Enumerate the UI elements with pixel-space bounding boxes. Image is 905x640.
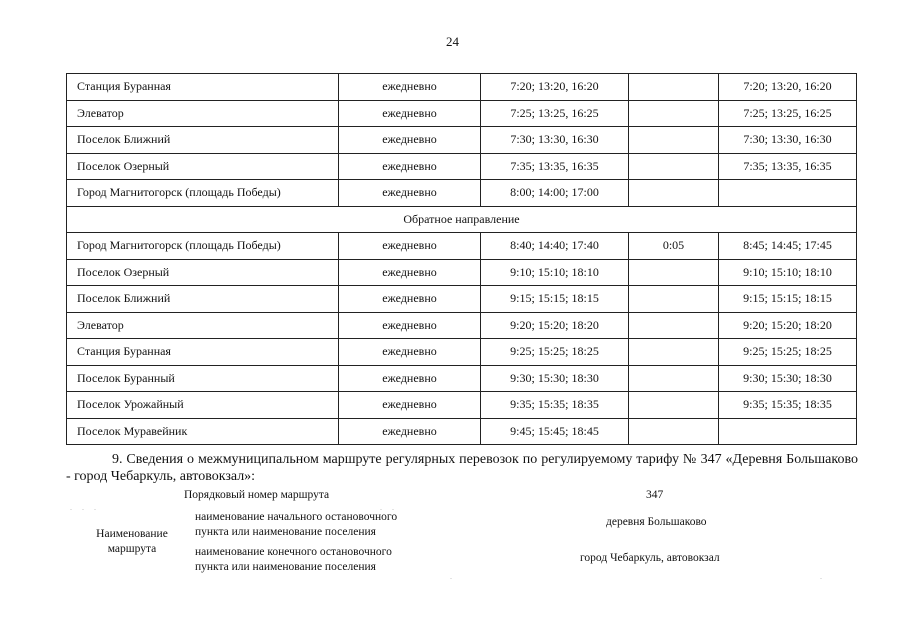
departure-times-cell: 9:10; 15:10; 18:10	[481, 259, 629, 286]
stop-name-cell: Поселок Ближний	[67, 127, 339, 154]
arrival-times-cell: 9:35; 15:35; 18:35	[719, 392, 857, 419]
start-point-value: деревня Большаково	[606, 516, 707, 528]
stop-duration-cell	[629, 259, 719, 286]
arrival-times-cell: 7:25; 13:25, 16:25	[719, 100, 857, 127]
frequency-cell: ежедневно	[339, 286, 481, 313]
arrival-times-cell: 7:20; 13:20, 16:20	[719, 74, 857, 101]
stop-name-cell: Поселок Буранный	[67, 365, 339, 392]
scan-artifact: . .	[380, 503, 396, 512]
arrival-times-cell: 8:45; 14:45; 17:45	[719, 233, 857, 260]
frequency-cell: ежедневно	[339, 74, 481, 101]
frequency-cell: ежедневно	[339, 392, 481, 419]
route-name-label: Наименование маршрута	[96, 528, 168, 555]
scan-artifact: . . .	[70, 503, 98, 512]
stop-name-cell: Поселок Озерный	[67, 153, 339, 180]
arrival-times-cell	[719, 180, 857, 207]
arrival-times-cell: 9:20; 15:20; 18:20	[719, 312, 857, 339]
stop-name-cell: Поселок Муравейник	[67, 418, 339, 445]
return-direction-label: Обратное направление	[67, 206, 857, 233]
stop-name-cell: Поселок Озерный	[67, 259, 339, 286]
frequency-cell: ежедневно	[339, 100, 481, 127]
arrival-times-cell: 9:25; 15:25; 18:25	[719, 339, 857, 366]
arrival-times-cell	[719, 418, 857, 445]
frequency-cell: ежедневно	[339, 312, 481, 339]
frequency-cell: ежедневно	[339, 259, 481, 286]
departure-times-cell: 7:30; 13:30, 16:30	[481, 127, 629, 154]
frequency-cell: ежедневно	[339, 339, 481, 366]
stop-duration-cell	[629, 100, 719, 127]
table-row	[67, 418, 857, 445]
frequency-cell: ежедневно	[339, 127, 481, 154]
departure-times-cell: 9:35; 15:35; 18:35	[481, 392, 629, 419]
start-point-label: наименование начального остановочного пункта или наименование поселения	[195, 511, 398, 538]
departure-times-cell: 9:30; 15:30; 18:30	[481, 365, 629, 392]
stop-duration-cell	[629, 153, 719, 180]
stop-name-cell: Поселок Урожайный	[67, 392, 339, 419]
stop-name-cell: Элеватор	[67, 312, 339, 339]
stop-name-cell: Поселок Ближний	[67, 286, 339, 313]
departure-times-cell: 8:40; 14:40; 17:40	[481, 233, 629, 260]
route-number-label: Порядковый номер маршрута	[184, 489, 330, 501]
frequency-cell: ежедневно	[339, 233, 481, 260]
table-row	[67, 100, 857, 127]
arrival-times-cell: 7:30; 13:30, 16:30	[719, 127, 857, 154]
table-row	[67, 153, 857, 180]
stop-duration-cell	[629, 74, 719, 101]
table-row	[67, 312, 857, 339]
departure-times-cell: 9:45; 15:45; 18:45	[481, 418, 629, 445]
arrival-times-cell: 9:15; 15:15; 18:15	[719, 286, 857, 313]
direction-row	[67, 206, 857, 233]
stop-name-cell: Элеватор	[67, 100, 339, 127]
stop-name-cell: Город Магнитогорск (площадь Победы)	[67, 180, 339, 207]
table-row	[67, 74, 857, 101]
departure-times-cell: 8:00; 14:00; 17:00	[481, 180, 629, 207]
frequency-cell: ежедневно	[339, 418, 481, 445]
frequency-cell: ежедневно	[339, 153, 481, 180]
table-row	[67, 259, 857, 286]
stop-name-cell: Станция Буранная	[67, 74, 339, 101]
frequency-cell: ежедневно	[339, 180, 481, 207]
stop-duration-cell	[629, 418, 719, 445]
scan-artifact: .	[820, 572, 824, 581]
route-number-value: 347	[646, 489, 664, 501]
table-row	[67, 127, 857, 154]
table-row	[67, 233, 857, 260]
stop-duration-cell	[629, 286, 719, 313]
arrival-times-cell: 9:10; 15:10; 18:10	[719, 259, 857, 286]
section-heading: 9. Сведения о межмуниципальном маршруте регулярных перевозок по регулируемому тарифу № 347 «Деревня Большаково - город Чебаркуль, автовокзал»:	[66, 452, 858, 484]
stop-duration-cell	[629, 312, 719, 339]
stop-duration-cell	[629, 127, 719, 154]
departure-times-cell: 9:25; 15:25; 18:25	[481, 339, 629, 366]
schedule-table	[66, 73, 857, 445]
frequency-cell: ежедневно	[339, 365, 481, 392]
arrival-times-cell: 7:35; 13:35, 16:35	[719, 153, 857, 180]
table-row	[67, 339, 857, 366]
table-row	[67, 365, 857, 392]
table-row	[67, 286, 857, 313]
stop-duration-cell	[629, 365, 719, 392]
stop-name-cell: Город Магнитогорск (площадь Победы)	[67, 233, 339, 260]
stop-duration-cell: 0:05	[629, 233, 719, 260]
departure-times-cell: 9:15; 15:15; 18:15	[481, 286, 629, 313]
stop-name-cell: Станция Буранная	[67, 339, 339, 366]
end-point-value: город Чебаркуль, автовокзал	[580, 552, 720, 564]
stop-duration-cell	[629, 180, 719, 207]
arrival-times-cell: 9:30; 15:30; 18:30	[719, 365, 857, 392]
departure-times-cell: 7:25; 13:25, 16:25	[481, 100, 629, 127]
stop-duration-cell	[629, 339, 719, 366]
table-row	[67, 392, 857, 419]
page-number: 24	[446, 34, 459, 49]
table-row	[67, 180, 857, 207]
schedule-table-body	[67, 74, 857, 445]
scan-artifact: .	[450, 572, 454, 581]
departure-times-cell: 7:35; 13:35, 16:35	[481, 153, 629, 180]
departure-times-cell: 7:20; 13:20, 16:20	[481, 74, 629, 101]
stop-duration-cell	[629, 392, 719, 419]
end-point-label: наименование конечного остановочного пункта или наименование поселения	[195, 546, 392, 573]
departure-times-cell: 9:20; 15:20; 18:20	[481, 312, 629, 339]
